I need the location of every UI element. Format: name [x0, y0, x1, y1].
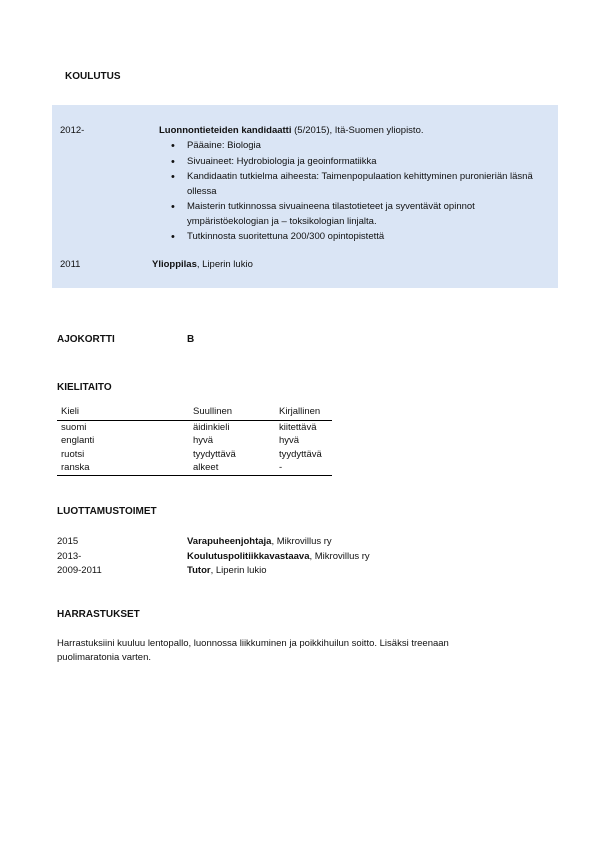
role-org: , Mikrovillus ry [309, 551, 370, 562]
column-header: Kirjallinen [275, 405, 332, 420]
table-header-row [57, 405, 332, 420]
education-year-1: 2012- [60, 125, 85, 136]
license-heading: AJOKORTTI [57, 334, 115, 345]
hobbies-heading: HARRASTUKSET [57, 609, 140, 620]
degree-title: Luonnontieteiden kandidaatti [159, 125, 292, 136]
table-cell: - [275, 461, 332, 475]
position-year: 2015 [57, 536, 79, 547]
education-degree-2 [152, 259, 253, 270]
position-role [187, 565, 267, 576]
position-role [187, 536, 332, 547]
table-cell: englanti [61, 435, 95, 446]
table-row [57, 420, 332, 434]
table-cell: alkeet [189, 461, 275, 475]
degree-details: , Liperin lukio [196, 259, 253, 270]
role-title: Tutor [187, 565, 211, 576]
education-bullets [171, 139, 541, 246]
role-title: Varapuheenjohtaja [187, 536, 272, 547]
role-org: , Liperin lukio [210, 565, 267, 576]
bullet-item: • Tutkinnosta suoritettuna 200/300 opintopistettä [171, 230, 541, 245]
role-title: Koulutuspolitiikkavastaava [187, 551, 310, 562]
bullet-item: • Sivuaineet: Hydrobiologia ja geoinformatiikka [171, 155, 541, 170]
position-year: 2009-2011 [57, 565, 102, 576]
table-cell: ruotsi [61, 448, 85, 460]
languages-table [57, 405, 332, 476]
bullet-item: • Pääaine: Biologia [171, 139, 541, 154]
table-row [57, 434, 332, 448]
column-header: Suullinen [189, 405, 275, 420]
education-year-2: 2011 [60, 259, 81, 270]
degree-details: (5/2015), Itä-Suomen yliopisto. [291, 125, 424, 136]
table-cell: tyydyttävä [279, 448, 322, 460]
table-cell: tyydyttävä [193, 448, 236, 460]
license-value: B [187, 334, 195, 345]
column-header: Kieli [57, 405, 189, 420]
table-cell: äidinkieli [193, 421, 230, 433]
hobbies-text: Harrastuksiini kuuluu lentopallo, luonnossa liikkuminen ja poikkihuilun soitto. Lisäksi treenaan puolimaratonia varten. [57, 638, 449, 663]
education-heading: KOULUTUS [65, 71, 121, 82]
position-year: 2013- [57, 551, 82, 562]
table-cell: ranska [57, 461, 189, 475]
degree-title: Ylioppilas [152, 259, 197, 270]
bullet-item: • Maisterin tutkinnossa sivuaineena tilastotieteet ja syventävät opinnot ympäristöekologian ja – toksikologian linjalta. [171, 200, 541, 229]
positions-heading: LUOTTAMUSTOIMET [57, 506, 157, 517]
table-cell: hyvä [193, 435, 214, 446]
table-row [57, 461, 332, 475]
education-degree-1 [159, 125, 424, 136]
table-cell: hyvä [279, 435, 300, 446]
position-role [187, 551, 370, 562]
languages-heading: KIELITAITO [57, 382, 112, 393]
role-org: , Mikrovillus ry [271, 536, 332, 547]
table-row [57, 448, 332, 462]
table-cell: suomi [61, 421, 87, 433]
bullet-item: • Kandidaatin tutkielma aiheesta: Taimenpopulaation kehittyminen puronieriän läsnä ollessa [171, 170, 541, 199]
table-cell: kiitettävä [279, 421, 317, 433]
